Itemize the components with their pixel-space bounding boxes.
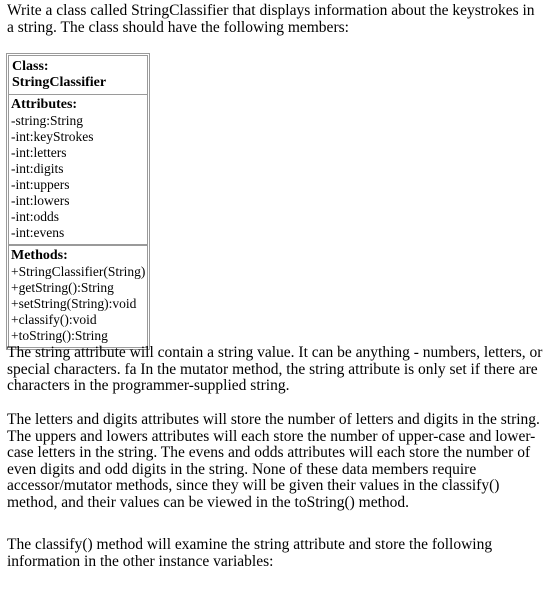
paragraph-line: The string attribute will contain a string value. It can be anything - numbers, letters, or [7,344,543,361]
paragraph-line: even digits and odd digits in the string. None of these data members require [7,460,477,478]
uml-attribute: -int:digits [11,161,64,176]
uml-class-diagram [6,53,150,350]
uml-method: +toString():String [11,328,108,343]
paragraph-line: The uppers and lowers attributes will each store the number of upper-case and lower- [7,427,536,445]
uml-attributes-heading: Attributes: [11,97,78,112]
uml-attribute: -int:odds [11,209,60,224]
paragraph-line: information in the other instance variables: [7,552,274,570]
intro-paragraph [7,3,535,36]
paragraph-line: case letters in the string. The evens and odds attributes will each store the number of [7,444,531,461]
uml-methods-heading: Methods: [11,248,68,263]
intro-line: a string. The class should have the following members: [7,18,349,36]
paragraph-line: The classify() method will examine the string attribute and store the following [7,536,493,553]
string-attribute-paragraph [7,345,542,395]
counts-paragraph [7,412,540,511]
uml-attribute: -int:lowers [11,193,70,208]
uml-attribute: -int:keyStrokes [11,129,94,144]
uml-method: +StringClassifier(String) [11,264,146,279]
uml-attribute: -int:letters [11,145,67,160]
paragraph-line: characters in the programmer-supplied string. [7,377,290,394]
uml-method: +setString(String):void [11,296,137,311]
uml-attributes-section [8,95,148,245]
classify-paragraph [7,537,492,570]
paragraph-line: accessor/mutator methods, since they will be given their values in the classify() [7,477,500,494]
uml-class-name: Class: StringClassifier [8,55,148,95]
uml-method: +classify():void [11,312,97,327]
uml-attribute: -int:uppers [11,177,70,192]
uml-method: +getString():String [11,280,114,295]
uml-methods-section [8,245,148,348]
paragraph-line: The letters and digits attributes will store the number of letters and digits in the string. [7,411,540,428]
uml-attribute: -string:String [11,113,84,128]
paragraph-line: method, and their values can be viewed in the toString() method. [7,493,410,511]
paragraph-line: special characters. fa In the mutator method, the string attribute is only set if there are [7,360,538,378]
intro-line: Write a class called StringClassifier that displays information about the keystrokes in [7,2,535,19]
uml-attribute: -int:evens [11,225,65,240]
